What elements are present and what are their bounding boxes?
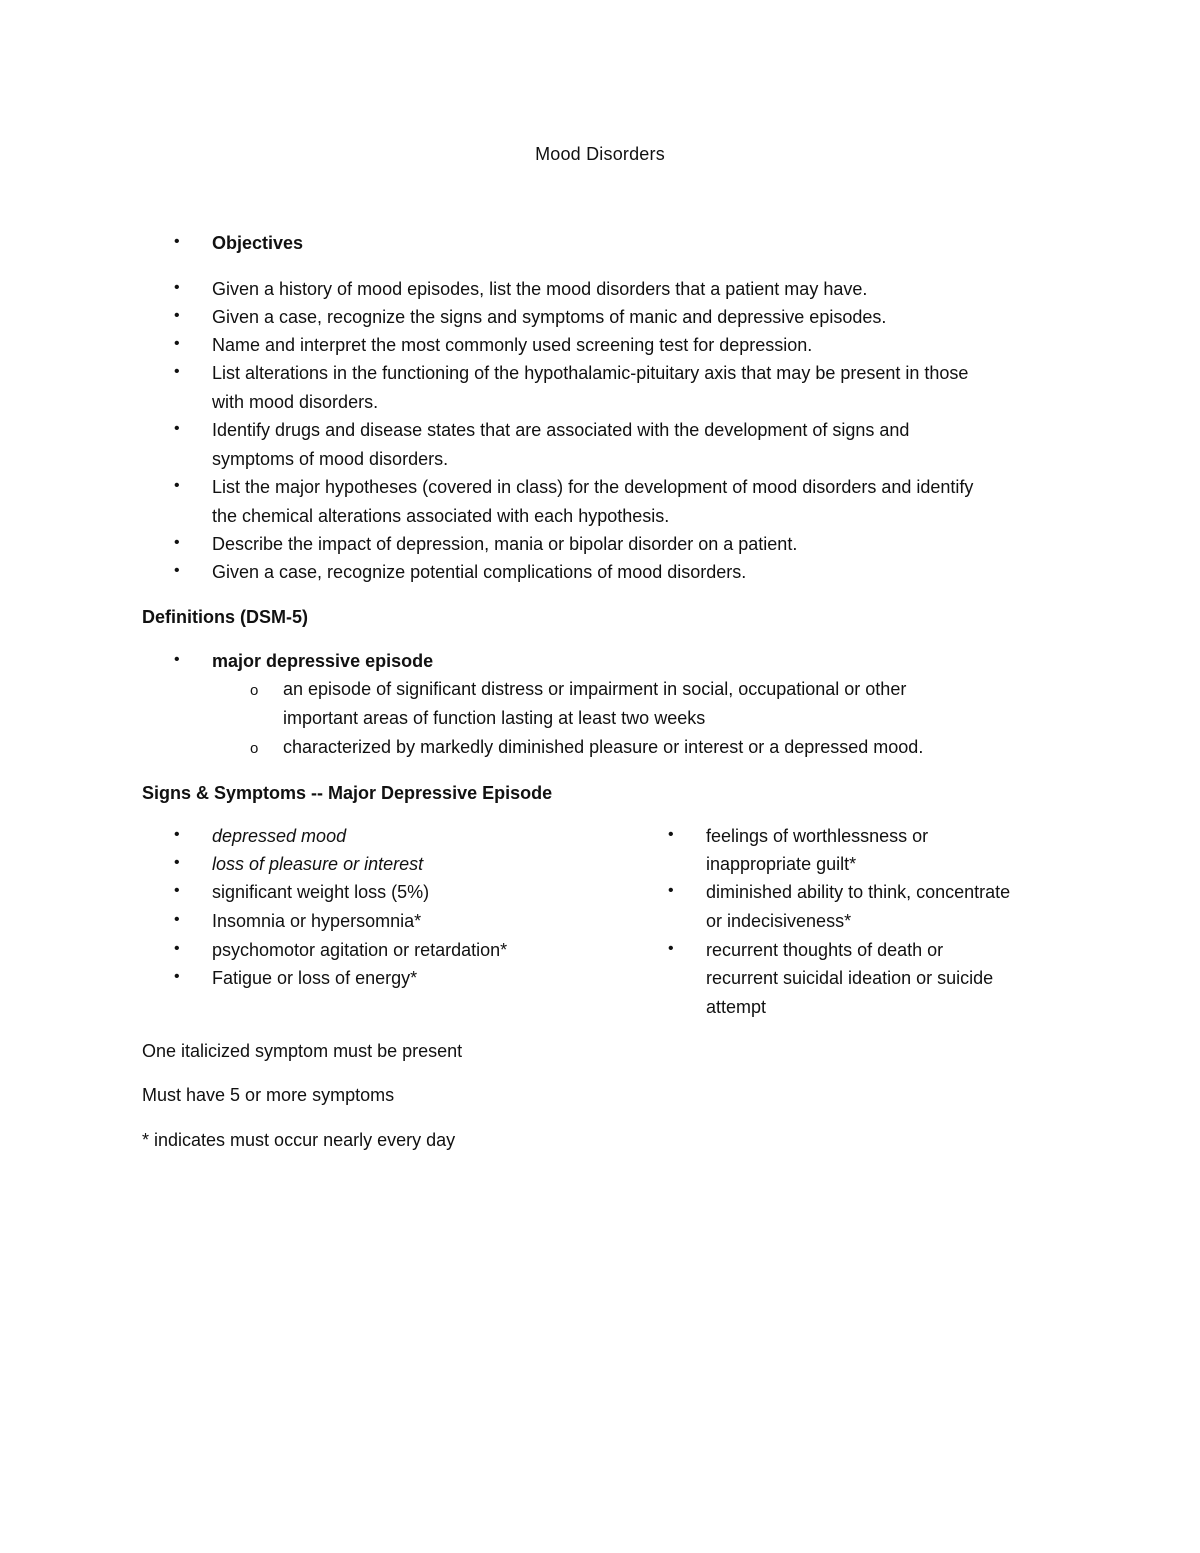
bullet: • (174, 534, 180, 551)
bullet: • (668, 940, 674, 957)
bullet: • (174, 477, 180, 494)
definition-term: major depressive episode (212, 651, 434, 671)
objectives-heading: Objectives (212, 233, 304, 253)
signs-heading: Signs & Symptoms -- Major Depressive Episode (142, 783, 553, 803)
symptom-item: Fatigue or loss of energy* (212, 968, 418, 988)
definitions-heading: Definitions (DSM-5) (142, 607, 308, 627)
note-line: Must have 5 or more symptoms (142, 1085, 395, 1105)
symptom-item: significant weight loss (5%) (212, 882, 430, 902)
symptom-item: loss of pleasure or interest (212, 854, 424, 874)
definition-sub-item-continued: important areas of function lasting at least two weeks (283, 708, 706, 728)
page-title: Mood Disorders (535, 144, 665, 164)
bullet: • (174, 911, 180, 928)
bullet: • (174, 940, 180, 957)
bullet: • (174, 968, 180, 985)
objective-item-continued: the chemical alterations associated with each hypothesis. (212, 506, 670, 526)
symptom-item: Insomnia or hypersomnia* (212, 911, 422, 931)
definition-sub-item: an episode of significant distress or impairment in social, occupational or other (283, 679, 907, 699)
bullet: • (174, 279, 180, 296)
bullet: • (174, 562, 180, 579)
symptom-item-continued: inappropriate guilt* (706, 854, 857, 874)
objective-item: Describe the impact of depression, mania or bipolar disorder on a patient. (212, 534, 798, 554)
note-line: One italicized symptom must be present (142, 1041, 463, 1061)
symptom-item-continued: recurrent suicidal ideation or suicide (706, 968, 994, 988)
definition-sub-item: characterized by markedly diminished pleasure or interest or a depressed mood. (283, 737, 924, 757)
symptom-item: feelings of worthlessness or (706, 826, 929, 846)
objective-item-continued: with mood disorders. (212, 392, 379, 412)
note-line: * indicates must occur nearly every day (142, 1130, 456, 1150)
objective-item-continued: symptoms of mood disorders. (212, 449, 449, 469)
sub-bullet: o (250, 682, 259, 699)
symptom-item-continued: attempt (706, 997, 767, 1017)
objective-item: Identify drugs and disease states that are associated with the development of signs and (212, 420, 910, 440)
symptom-item: diminished ability to think, concentrate (706, 882, 1011, 902)
bullet: • (174, 826, 180, 843)
objective-item: Name and interpret the most commonly used screening test for depression. (212, 335, 813, 355)
objective-item: List alterations in the functioning of the hypothalamic-pituitary axis that may be present in those (212, 363, 969, 383)
bullet: • (174, 420, 180, 437)
objective-item: Given a case, recognize potential complications of mood disorders. (212, 562, 747, 582)
sub-bullet: o (250, 740, 259, 757)
bullet: • (174, 854, 180, 871)
bullet: • (174, 307, 180, 324)
symptom-item-continued: or indecisiveness* (706, 911, 852, 931)
bullet: • (668, 826, 674, 843)
symptom-item: depressed mood (212, 826, 347, 846)
symptom-item: recurrent thoughts of death or (706, 940, 944, 960)
bullet: • (174, 651, 180, 668)
objective-item: Given a history of mood episodes, list the mood disorders that a patient may have. (212, 279, 868, 299)
bullet: • (174, 233, 180, 250)
objective-item: List the major hypotheses (covered in class) for the development of mood disorders and identify (212, 477, 974, 497)
bullet: • (668, 882, 674, 899)
objective-item: Given a case, recognize the signs and symptoms of manic and depressive episodes. (212, 307, 887, 327)
symptom-item: psychomotor agitation or retardation* (212, 940, 508, 960)
bullet: • (174, 882, 180, 899)
bullet: • (174, 335, 180, 352)
bullet: • (174, 363, 180, 380)
